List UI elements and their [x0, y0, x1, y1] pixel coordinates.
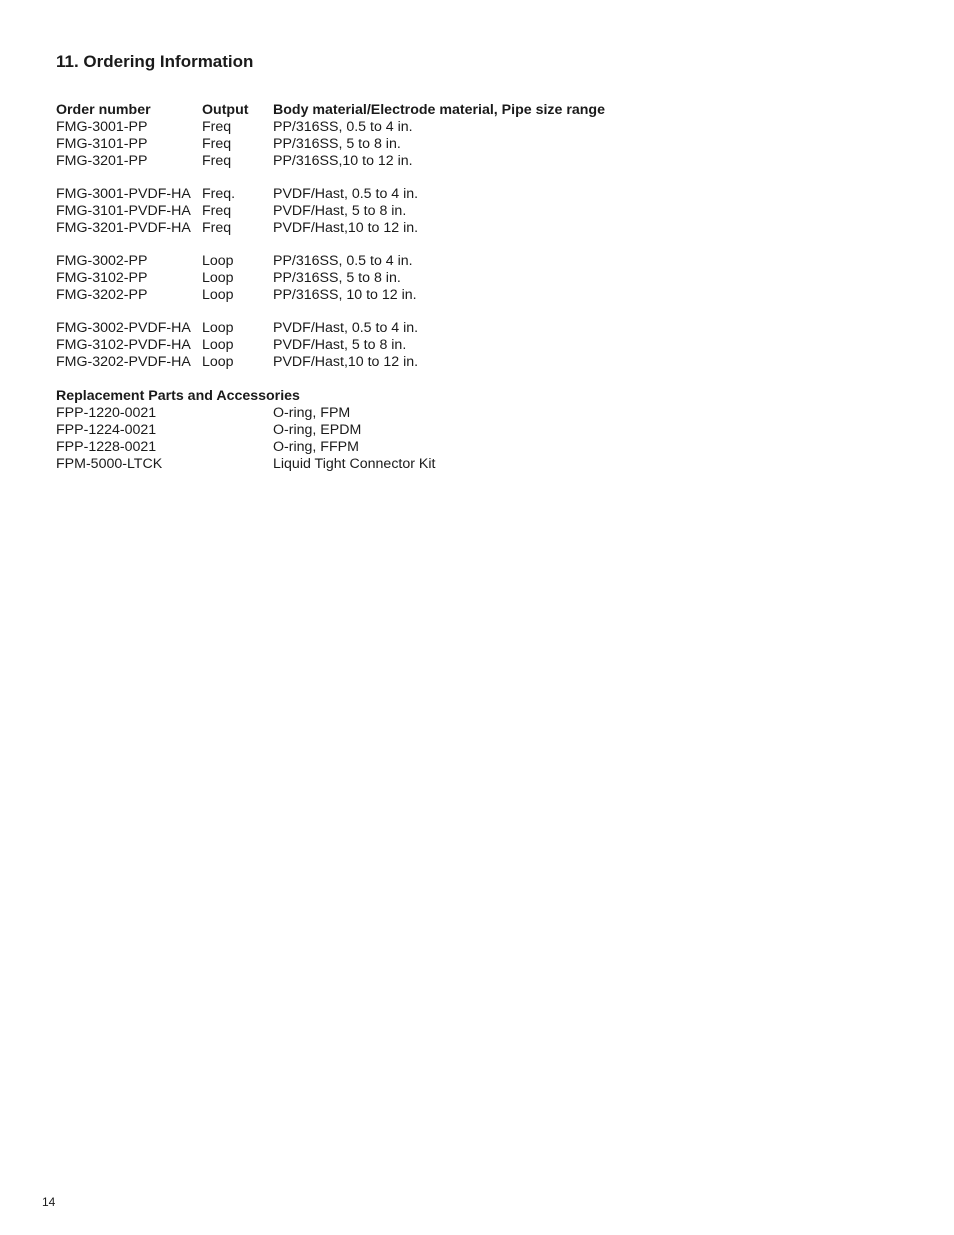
material: PVDF/Hast, 0.5 to 4 in. [273, 320, 419, 336]
table-row [56, 405, 435, 422]
material: PVDF/Hast,10 to 12 in. [273, 354, 419, 370]
order-number: FMG-3201-PVDF-HA [56, 220, 191, 236]
part-description: O-ring, EPDM [273, 422, 362, 438]
table-row [56, 136, 605, 153]
parts-table [56, 388, 435, 473]
order-number: FMG-3101-PVDF-HA [56, 203, 191, 219]
table-row [56, 337, 605, 354]
table-row [56, 270, 605, 287]
output: Freq [202, 203, 232, 219]
table-row [56, 422, 435, 439]
order-number: FMG-3202-PP [56, 287, 148, 303]
order-number: FMG-3102-PP [56, 270, 148, 286]
order-number: FMG-3002-PVDF-HA [56, 320, 191, 336]
order-number: FMG-3101-PP [56, 136, 148, 152]
material: PP/316SS, 0.5 to 4 in. [273, 253, 413, 269]
output: Freq [202, 136, 232, 152]
page-title: 11. Ordering Information [56, 52, 254, 71]
table-row [56, 354, 605, 371]
order-number: FMG-3002-PP [56, 253, 148, 269]
order-number: FMG-3001-PP [56, 119, 148, 135]
order-number: FMG-3001-PVDF-HA [56, 186, 191, 202]
output: Loop [202, 354, 234, 370]
material: PP/316SS, 10 to 12 in. [273, 287, 417, 303]
material: PVDF/Hast,10 to 12 in. [273, 220, 419, 236]
group-spacer [56, 237, 605, 253]
table-row [56, 253, 605, 270]
output: Freq [202, 220, 232, 236]
part-number: FPP-1228-0021 [56, 439, 157, 455]
material: PP/316SS,10 to 12 in. [273, 153, 413, 169]
material: PP/316SS, 5 to 8 in. [273, 136, 401, 152]
header-order-number: Order number [56, 102, 151, 118]
output: Freq [202, 153, 232, 169]
output: Loop [202, 253, 234, 269]
table-row [56, 153, 605, 170]
page-number: 14 [42, 1195, 56, 1209]
table-row [56, 220, 605, 237]
parts-title: Replacement Parts and Accessories [56, 388, 300, 404]
order-table-header [56, 102, 605, 119]
table-row [56, 119, 605, 136]
header-output: Output [202, 102, 249, 118]
order-number: FMG-3201-PP [56, 153, 148, 169]
table-row [56, 456, 435, 473]
order-table [56, 102, 605, 371]
table-row [56, 320, 605, 337]
order-number: FMG-3202-PVDF-HA [56, 354, 191, 370]
part-number: FPP-1220-0021 [56, 405, 157, 421]
table-row [56, 186, 605, 203]
group-spacer [56, 170, 605, 186]
output: Freq. [202, 186, 236, 202]
table-row [56, 439, 435, 456]
part-description: Liquid Tight Connector Kit [273, 456, 436, 472]
material: PP/316SS, 5 to 8 in. [273, 270, 401, 286]
material: PVDF/Hast, 5 to 8 in. [273, 203, 407, 219]
part-description: O-ring, FFPM [273, 439, 359, 455]
header-material: Body material/Electrode material, Pipe size range [273, 102, 605, 118]
group-spacer [56, 304, 605, 320]
output: Freq [202, 119, 232, 135]
material: PVDF/Hast, 0.5 to 4 in. [273, 186, 419, 202]
part-number: FPP-1224-0021 [56, 422, 157, 438]
part-number: FPM-5000-LTCK [56, 456, 163, 472]
table-row [56, 287, 605, 304]
material: PVDF/Hast, 5 to 8 in. [273, 337, 407, 353]
table-row [56, 203, 605, 220]
part-description: O-ring, FPM [273, 405, 351, 421]
output: Loop [202, 337, 234, 353]
material: PP/316SS, 0.5 to 4 in. [273, 119, 413, 135]
order-number: FMG-3102-PVDF-HA [56, 337, 191, 353]
output: Loop [202, 320, 234, 336]
output: Loop [202, 270, 234, 286]
output: Loop [202, 287, 234, 303]
